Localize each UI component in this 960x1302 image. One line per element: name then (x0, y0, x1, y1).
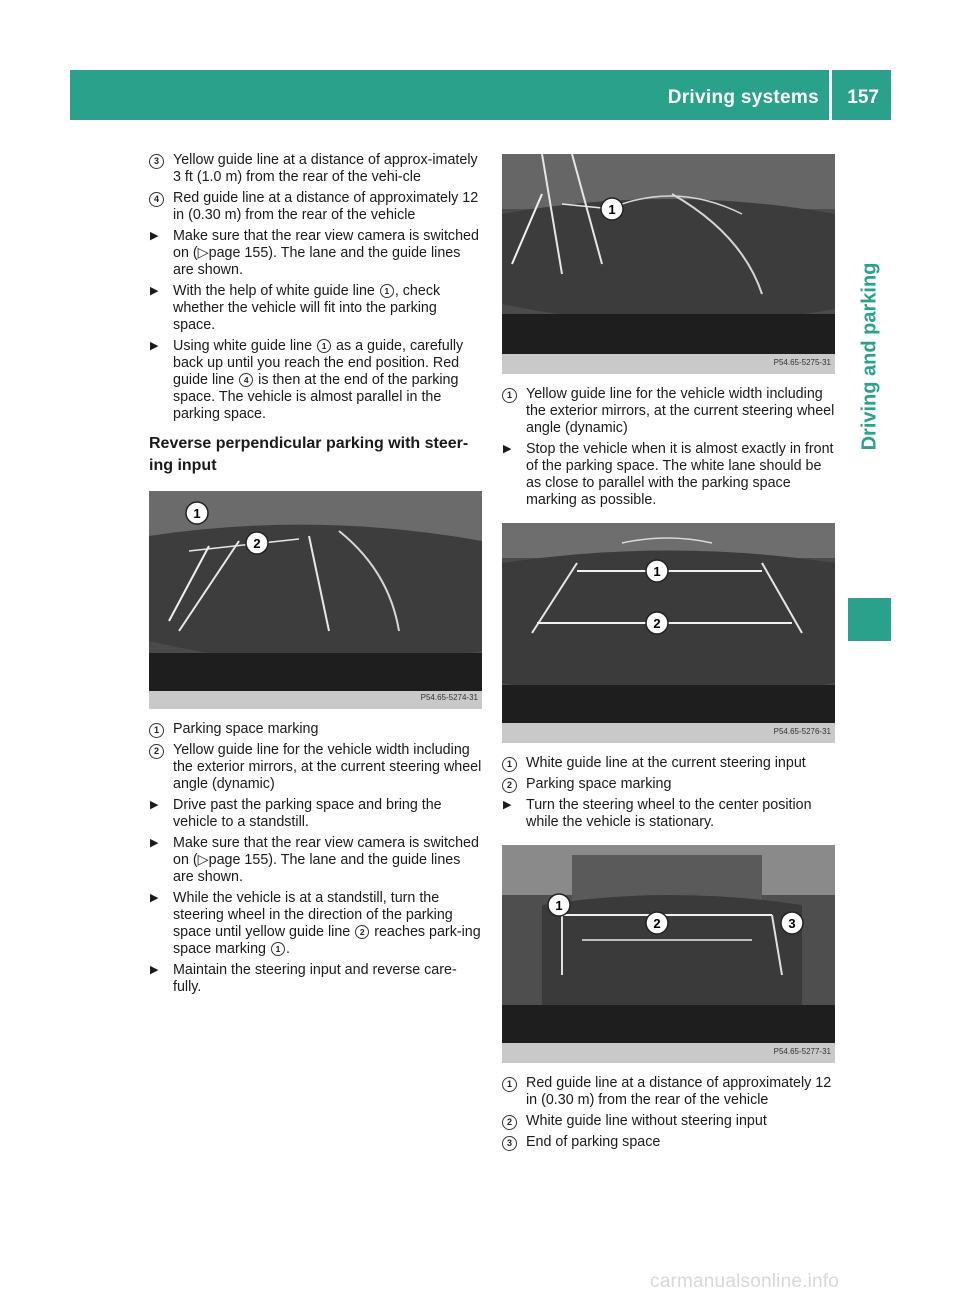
camera-image (502, 845, 835, 1063)
inline-marker: 1 (271, 942, 285, 956)
step-arrow-icon: ▶ (503, 799, 512, 811)
camera-image (502, 523, 835, 743)
step-arrow-icon: ▶ (150, 285, 159, 297)
legend-item (502, 1113, 835, 1130)
step-arrow-icon: ▶ (150, 837, 159, 849)
legend-item (149, 742, 482, 793)
footer-watermark: carmanualsonline.info (650, 1271, 840, 1292)
inline-marker: 2 (355, 925, 369, 939)
legend-text: End of parking space (526, 1134, 661, 1150)
camera-image (502, 154, 835, 374)
page-ref-arrow-icon: ▷ (197, 245, 209, 261)
legend-text: Parking space marking (173, 721, 319, 737)
marker-4: 4 (149, 192, 164, 207)
figure-label: 1 (608, 202, 616, 217)
legend-text: Yellow guide line for the vehicle width including the exterior mirrors, at the current steering wheel angle (dynamic) (173, 742, 482, 792)
step-arrow-icon: ▶ (150, 340, 159, 352)
step-item: ▶ Stop the vehicle when it is almost exactly in front of the parking space. The white lane should be as close to parallel with the parking space marking as possible. (503, 441, 834, 508)
legend-text: Red guide line at a distance of approximately 12 in (0.30 m) from the rear of the vehicle (173, 190, 479, 223)
marker-2: 2 (502, 778, 517, 793)
figure-label: 3 (788, 916, 796, 931)
step-item: ▶ Drive past the parking space and bring the vehicle to a standstill. (150, 797, 442, 830)
legend-item (149, 152, 482, 186)
legend-item (502, 1134, 835, 1151)
marker-3: 3 (149, 154, 164, 169)
legend-text: Parking space marking (526, 776, 672, 792)
figure-caption: P54.65-5276-31 (773, 727, 831, 736)
side-tab-label: Driving and parking (858, 262, 880, 451)
legend-text: White guide line without steering input (526, 1113, 767, 1129)
step-item: ▶ Using white guide line 1 as a guide, carefully back up until you reach the end position. Red guide line 4 is then at the end of the parking space. The vehicle is almost parallel in the parking space. (150, 338, 464, 422)
legend-item (149, 721, 482, 738)
figure-label: 2 (253, 536, 261, 551)
step-arrow-icon: ▶ (150, 892, 159, 904)
figure-label: 2 (653, 916, 661, 931)
header-bar (70, 70, 891, 120)
marker-1: 1 (502, 388, 517, 403)
marker-3: 3 (502, 1136, 517, 1151)
section-heading: Reverse perpendicular parking with steer-ing input (149, 435, 469, 474)
page-number: 157 (847, 87, 879, 108)
figure-caption: P54.65-5274-31 (420, 693, 478, 702)
figure-caption: P54.65-5277-31 (773, 1047, 831, 1056)
side-tab (848, 130, 891, 583)
step-arrow-icon: ▶ (150, 964, 159, 976)
legend-text: Red guide line at a distance of approximately 12 in (0.30 m) from the rear of the vehicle (526, 1075, 832, 1108)
legend-text: Yellow guide line at a distance of approx-imately 3 ft (1.0 m) from the rear of the vehi-cle (173, 152, 478, 185)
marker-1: 1 (502, 1077, 517, 1092)
header-divider (829, 70, 832, 120)
figure-label: 1 (555, 898, 563, 913)
legend-item (502, 776, 835, 793)
legend-item (502, 386, 835, 437)
marker-2: 2 (502, 1115, 517, 1130)
figure-label: 1 (193, 506, 201, 521)
section-title: Driving systems (667, 87, 819, 108)
figure-label: 1 (653, 564, 661, 579)
marker-2: 2 (149, 744, 164, 759)
step-item: ▶ Make sure that the rear view camera is switched on (▷page 155). The lane and the guide lines are shown. (150, 835, 479, 885)
legend-text: Yellow guide line for the vehicle width including the exterior mirrors, at the current steering wheel angle (dynamic) (526, 386, 835, 436)
figure-label: 2 (653, 616, 661, 631)
step-arrow-icon: ▶ (150, 799, 159, 811)
page-link[interactable]: page 155 (208, 245, 269, 261)
side-tab-square (848, 598, 891, 641)
step-item: ▶ Make sure that the rear view camera is switched on (▷page 155). The lane and the guide lines are shown. (150, 228, 479, 278)
page-link[interactable]: page 155 (208, 852, 269, 868)
figure-caption: P54.65-5275-31 (773, 358, 831, 367)
inline-marker: 1 (317, 339, 331, 353)
step-item: ▶ Maintain the steering input and reverse care-fully. (150, 962, 457, 995)
camera-figure-3 (502, 523, 835, 743)
step-item: ▶ While the vehicle is at a standstill, turn the steering wheel in the direction of the parking space until yellow guide line 2 reaches park-ing space marking 1 . (150, 890, 481, 957)
page-ref-arrow-icon: ▷ (197, 852, 209, 868)
step-arrow-icon: ▶ (150, 230, 159, 242)
camera-figure-4 (502, 845, 835, 1063)
step-item: ▶ Turn the steering wheel to the center position while the vehicle is stationary. (503, 797, 812, 830)
left-column (149, 152, 482, 1000)
legend-item (149, 190, 482, 224)
step-arrow-icon: ▶ (503, 443, 512, 455)
camera-figure-2 (502, 154, 835, 374)
marker-1: 1 (502, 757, 517, 772)
marker-1: 1 (149, 723, 164, 738)
right-column (502, 152, 835, 1155)
legend-item (502, 755, 835, 772)
step-item: ▶ With the help of white guide line 1 , check whether the vehicle will fit into the parking space. (150, 283, 441, 333)
camera-image (149, 491, 482, 709)
inline-marker: 4 (239, 373, 253, 387)
legend-item (502, 1075, 835, 1109)
inline-marker: 1 (380, 284, 394, 298)
camera-figure-1 (149, 491, 482, 709)
legend-text: White guide line at the current steering input (526, 755, 806, 771)
